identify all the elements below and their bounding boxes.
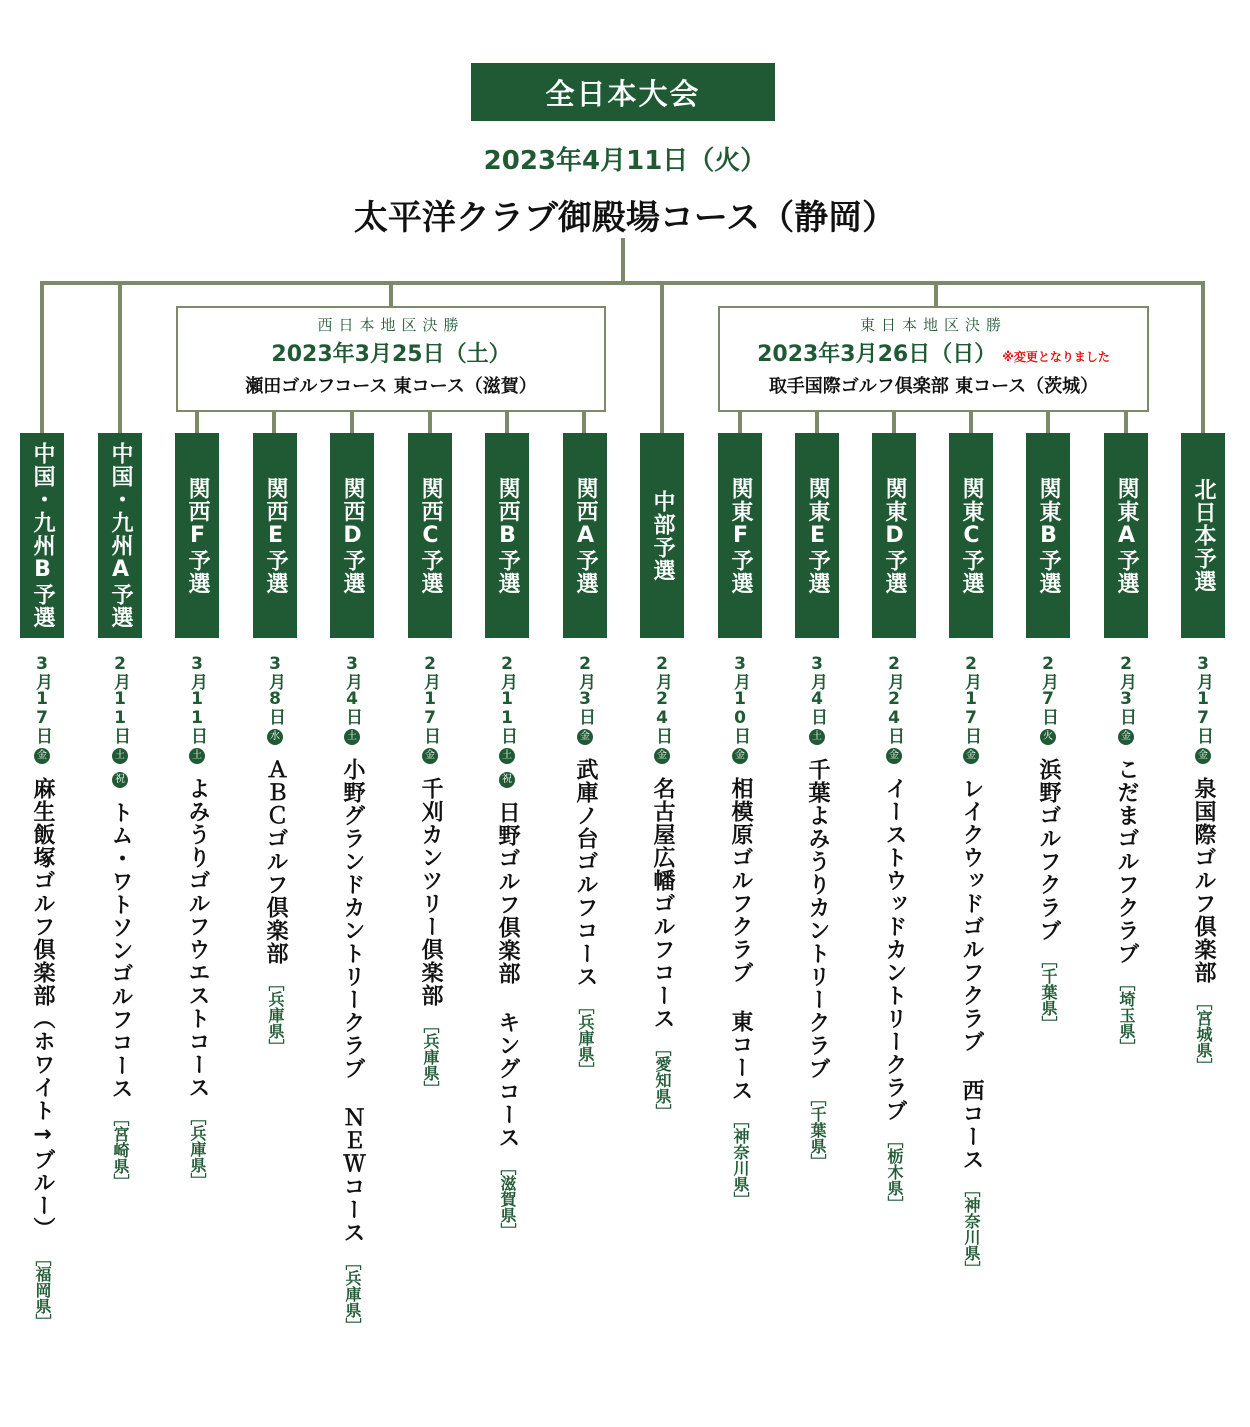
qualifier-date: 2月17日 (961, 654, 981, 743)
qualifier-venue: こだまゴルフクラブ (1114, 758, 1139, 965)
qualifier-day-of-week (949, 743, 993, 767)
qualifier-column (485, 433, 529, 1239)
qualifier-column (1181, 433, 1225, 1074)
qualifier-venue: 日野ゴルフ倶楽部 キングコース (495, 801, 520, 1149)
weekday-badge: 金 (963, 748, 979, 764)
qualifier-date: 2月24日 (884, 654, 904, 743)
qualifier-day-of-week (175, 743, 219, 767)
qualifier-prefecture: ［兵庫県］ (266, 975, 285, 1055)
qualifier-name: 関東A予選 (1104, 433, 1148, 638)
weekday-badge: 土 (344, 729, 360, 745)
qualifier-day-of-week (408, 743, 452, 767)
qualifier-date: 2月3日 (575, 654, 595, 724)
qualifier-date: 2月24日 (652, 654, 672, 743)
holiday-badge: 祝 (499, 772, 515, 788)
qualifier-column (949, 433, 993, 1277)
qualifier-prefecture: ［宮城県］ (1194, 994, 1213, 1074)
qualifier-column (98, 433, 142, 1190)
qualifier-day-of-week (253, 724, 297, 748)
qualifier-prefecture: ［神奈川県］ (731, 1112, 750, 1208)
qualifier-name: 北日本予選 (1181, 433, 1225, 638)
west-final-date: 2023年3月25日（土） (271, 342, 511, 367)
weekday-badge: 水 (267, 729, 283, 745)
qualifier-column (1104, 433, 1148, 1055)
weekday-badge: 土 (809, 729, 825, 745)
qualifier-day-of-week (1026, 724, 1070, 748)
qualifier-venue: よみうりゴルフウエストコース (185, 777, 210, 1099)
qualifier-venue: 千葉よみうりカントリークラブ (805, 758, 830, 1080)
qualifier-column (175, 433, 219, 1189)
qualifier-column (872, 433, 916, 1212)
qualifier-name: 関東C予選 (949, 433, 993, 638)
national-final-venue: 太平洋クラブ御殿場コース（静岡） (353, 198, 897, 238)
qualifier-column (253, 433, 297, 1055)
qualifier-column (1026, 433, 1070, 1032)
east-final-date-row (720, 337, 1147, 368)
qualifier-name: 関西B予選 (485, 433, 529, 638)
qualifier-day-of-week (1181, 743, 1225, 767)
qualifier-name: 関西A予選 (563, 433, 607, 638)
qualifier-date: 2月11日 (497, 654, 517, 743)
qualifier-prefecture: ［千葉県］ (1039, 952, 1058, 1032)
west-final-venue: 瀬田ゴルフコース 東コース（滋賀） (245, 376, 537, 397)
qualifier-venue: 名古屋広幡ゴルフコース (650, 777, 675, 1030)
qualifier-column (330, 433, 374, 1334)
qualifier-venue: 麻生飯塚ゴルフ倶楽部（ホワイト→ブルー） (30, 777, 55, 1240)
east-final-venue: 取手国際ゴルフ倶楽部 東コース（茨城） (768, 376, 1099, 397)
qualifier-name: 関東F予選 (718, 433, 762, 638)
qualifier-date: 3月17日 (32, 654, 52, 743)
qualifier-venue: 泉国際ゴルフ倶楽部 (1191, 777, 1216, 984)
qualifier-venue: トム・ワトソンゴルフコース (108, 801, 133, 1100)
qualifier-venue: 浜野ゴルフクラブ (1036, 758, 1061, 942)
qualifier-venue: 千刈カンツリー倶楽部 (418, 777, 443, 1007)
weekday-badge: 金 (422, 748, 438, 764)
qualifier-prefecture: ［福岡県］ (33, 1250, 52, 1330)
qualifier-date: 3月8日 (265, 654, 285, 724)
weekday-badge: 土 (112, 748, 128, 764)
qualifier-name: 中国・九州B予選 (20, 433, 64, 638)
qualifier-date: 3月4日 (807, 654, 827, 724)
qualifier-venue: 小野グランドカントリークラブ ＮＥＷコース (340, 758, 365, 1244)
qualifier-date: 2月17日 (420, 654, 440, 743)
qualifier-prefecture: ［埼玉県］ (1117, 975, 1136, 1055)
east-regional-final-box (718, 306, 1149, 412)
qualifier-column (640, 433, 684, 1120)
qualifier-day-of-week (718, 743, 762, 767)
qualifier-date: 2月11日 (110, 654, 130, 743)
qualifier-date: 3月11日 (187, 654, 207, 743)
qualifier-date: 2月3日 (1116, 654, 1136, 724)
national-final-title: 全日本大会 (471, 63, 775, 121)
qualifier-column (718, 433, 762, 1208)
weekday-badge: 土 (189, 748, 205, 764)
east-final-date: 2023年3月26日（日） (757, 342, 997, 367)
qualifier-name: 関西E予選 (253, 433, 297, 638)
qualifier-name: 中部予選 (640, 433, 684, 638)
qualifier-day-of-week (485, 743, 529, 791)
qualifier-column (563, 433, 607, 1078)
qualifier-day-of-week (563, 724, 607, 748)
national-final-date: 2023年4月11日（火） (483, 146, 767, 176)
qualifier-name: 関東B予選 (1026, 433, 1070, 638)
qualifier-name: 中国・九州A予選 (98, 433, 142, 638)
qualifier-name: 関西C予選 (408, 433, 452, 638)
qualifier-day-of-week (795, 724, 839, 748)
qualifier-prefecture: ［兵庫県］ (576, 998, 595, 1078)
east-final-title: 東日本地区決勝 (859, 316, 1007, 334)
qualifier-name: 関東D予選 (872, 433, 916, 638)
qualifier-day-of-week (872, 743, 916, 767)
west-regional-final-box (176, 306, 606, 412)
weekday-badge: 金 (732, 748, 748, 764)
qualifier-day-of-week (1104, 724, 1148, 748)
qualifier-day-of-week (330, 724, 374, 748)
qualifier-prefecture: ［愛知県］ (653, 1040, 672, 1120)
qualifier-date: 2月7日 (1038, 654, 1058, 724)
qualifier-date: 3月17日 (1193, 654, 1213, 743)
qualifier-prefecture: ［栃木県］ (885, 1132, 904, 1212)
qualifier-day-of-week (98, 743, 142, 791)
qualifier-name: 関西D予選 (330, 433, 374, 638)
qualifier-venue: ＡＢＣゴルフ倶楽部 (263, 758, 288, 965)
qualifier-prefecture: ［滋賀県］ (498, 1159, 517, 1239)
qualifier-venue: 武庫ノ台ゴルフコース (573, 758, 598, 988)
weekday-badge: 金 (1195, 748, 1211, 764)
qualifier-prefecture: ［兵庫県］ (343, 1254, 362, 1334)
weekday-badge: 金 (886, 748, 902, 764)
qualifier-prefecture: ［兵庫県］ (188, 1109, 207, 1189)
qualifier-date: 3月10日 (730, 654, 750, 743)
qualifier-venue: 相模原ゴルフクラブ 東コース (728, 777, 753, 1102)
weekday-badge: 金 (1118, 729, 1134, 745)
qualifier-prefecture: ［千葉県］ (808, 1090, 827, 1170)
west-final-title: 西日本地区決勝 (317, 316, 465, 334)
qualifier-column (20, 433, 64, 1330)
qualifier-column (795, 433, 839, 1170)
east-final-change-note: ※変更となりました (1002, 350, 1110, 364)
weekday-badge: 金 (34, 748, 50, 764)
qualifier-name: 関西F予選 (175, 433, 219, 638)
qualifier-prefecture: ［宮崎県］ (111, 1110, 130, 1190)
qualifier-name: 関東E予選 (795, 433, 839, 638)
qualifier-venue: イーストウッドカントリークラブ (882, 777, 907, 1122)
weekday-badge: 土 (499, 748, 515, 764)
holiday-badge: 祝 (112, 772, 128, 788)
weekday-badge: 金 (577, 729, 593, 745)
qualifier-prefecture: ［兵庫県］ (421, 1017, 440, 1097)
weekday-badge: 火 (1040, 729, 1056, 745)
qualifier-column (408, 433, 452, 1097)
qualifier-day-of-week (640, 743, 684, 767)
qualifier-venue: レイクウッドゴルフクラブ 西コース (959, 777, 984, 1171)
qualifier-date: 3月4日 (342, 654, 362, 724)
weekday-badge: 金 (654, 748, 670, 764)
qualifier-day-of-week (20, 743, 64, 767)
qualifier-prefecture: ［神奈川県］ (962, 1181, 981, 1277)
